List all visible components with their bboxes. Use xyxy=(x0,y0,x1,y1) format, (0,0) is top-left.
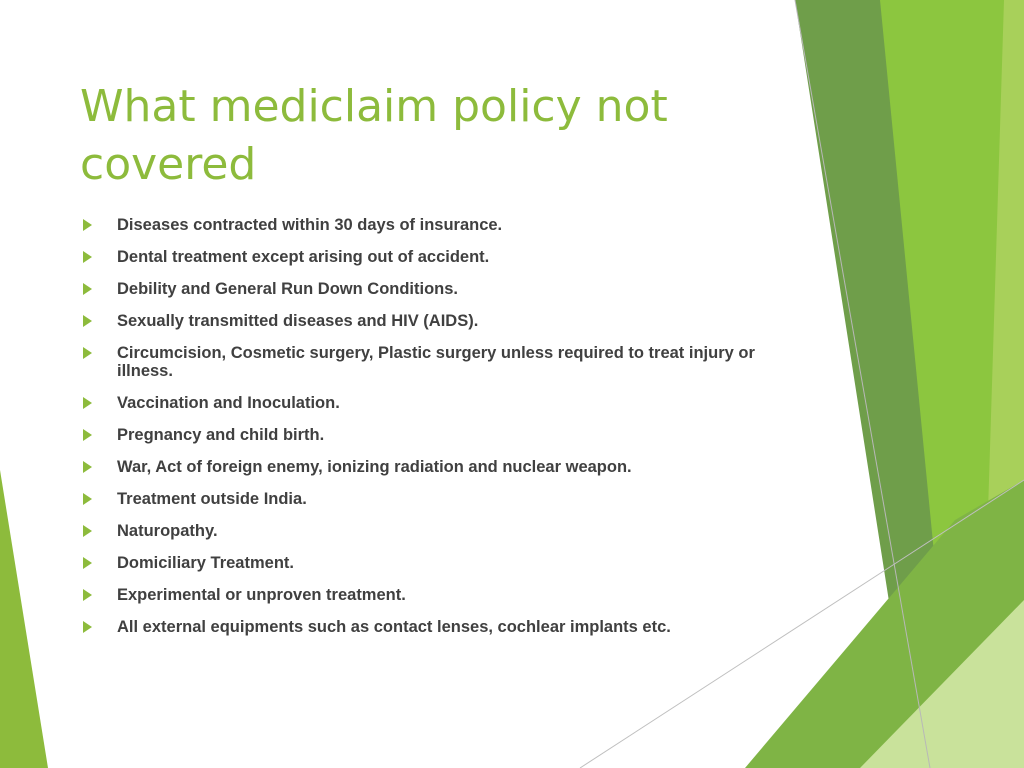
triangle-right-icon xyxy=(83,429,92,441)
bullet-text: Pregnancy and child birth. xyxy=(117,426,325,444)
bullet-item xyxy=(80,458,780,476)
bullet-text: Naturopathy. xyxy=(117,522,218,540)
bullet-item xyxy=(80,490,780,508)
bullet-item xyxy=(80,216,780,234)
triangle-right-icon xyxy=(83,621,92,633)
bullet-item xyxy=(80,280,780,298)
bullet-item xyxy=(80,586,780,604)
bullet-item xyxy=(80,618,780,636)
triangle-right-icon xyxy=(83,589,92,601)
bullet-list xyxy=(80,216,780,650)
triangle-right-icon xyxy=(83,397,92,409)
bullet-item xyxy=(80,522,780,540)
triangle-right-icon xyxy=(83,347,92,359)
bullet-text: Treatment outside India. xyxy=(117,490,307,508)
bullet-item xyxy=(80,426,780,444)
triangle-right-icon xyxy=(83,219,92,231)
bullet-text: Sexually transmitted diseases and HIV (AIDS). xyxy=(117,312,479,330)
bullet-item xyxy=(80,554,780,572)
bullet-text: Dental treatment except arising out of accident. xyxy=(117,248,490,266)
bullet-text: Circumcision, Cosmetic surgery, Plastic surgery unless required to treat injury or illness. xyxy=(117,344,755,380)
triangle-right-icon xyxy=(83,557,92,569)
slide-title: What mediclaim policy not covered xyxy=(80,81,668,190)
bullet-text: Vaccination and Inoculation. xyxy=(117,394,340,412)
bullet-text: All external equipments such as contact lenses, cochlear implants etc. xyxy=(117,618,671,636)
bullet-text: Domiciliary Treatment. xyxy=(117,554,294,572)
bullet-item xyxy=(80,312,780,330)
triangle-right-icon xyxy=(83,525,92,537)
triangle-right-icon xyxy=(83,315,92,327)
bullet-item xyxy=(80,248,780,266)
bullet-text: Diseases contracted within 30 days of insurance. xyxy=(117,216,503,234)
bullet-item xyxy=(80,344,780,380)
bullet-text: Experimental or unproven treatment. xyxy=(117,586,406,604)
triangle-right-icon xyxy=(83,461,92,473)
triangle-right-icon xyxy=(83,283,92,295)
triangle-right-icon xyxy=(83,251,92,263)
triangle-right-icon xyxy=(83,493,92,505)
bullet-text: War, Act of foreign enemy, ionizing radiation and nuclear weapon. xyxy=(117,458,632,476)
bullet-text: Debility and General Run Down Conditions. xyxy=(117,280,459,298)
left-edge-sliver xyxy=(0,470,48,768)
bullet-item xyxy=(80,394,780,412)
